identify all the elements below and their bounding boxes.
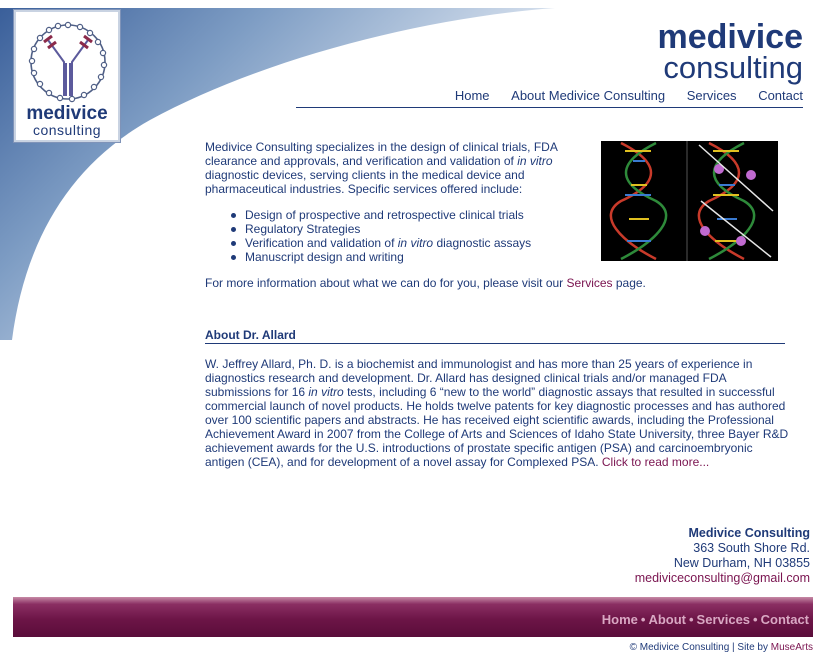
list-item: Design of prospective and retrospective clinical trials (229, 208, 795, 222)
brand-line-1: medivice (657, 18, 803, 56)
services-link[interactable]: Services (566, 276, 613, 290)
copyright: © Medivice Consulting | Site by MuseArts (629, 642, 813, 653)
email-link[interactable]: mediviceconsulting@gmail.com (634, 571, 810, 585)
more-info-paragraph: For more information about what we can do for you, please visit our Services page. (205, 276, 646, 290)
footer-nav-home[interactable]: Home (601, 612, 638, 627)
footer-bar (13, 597, 813, 637)
nav-about[interactable]: About Medivice Consulting (511, 88, 666, 103)
footer-separator: • (688, 612, 694, 627)
top-navigation (296, 88, 803, 108)
footer-nav-contact[interactable]: Contact (760, 612, 809, 627)
nav-home[interactable]: Home (454, 88, 490, 103)
street-address: 363 South Shore Rd. (693, 541, 810, 555)
read-more-link[interactable]: Click to read more... (601, 455, 710, 469)
intro-paragraph: Medivice Consulting specializes in the design of clinical trials, FDA clearance and approvals, and verification and validation of in vitro diagnostic devices, serving clients in the medical device and pharmaceutical industries. Specific services offered include: (205, 140, 558, 196)
logo-word-medivice: medivice (26, 103, 108, 124)
site-logo[interactable] (14, 10, 120, 142)
logo-word-consulting: consulting (32, 122, 102, 138)
nav-services[interactable]: Services (686, 88, 737, 103)
about-heading: About Dr. Allard (205, 328, 785, 344)
footer-separator: • (753, 612, 758, 627)
city-address: New Durham, NH 03855 (673, 556, 810, 570)
list-item: Verification and validation of in vitro diagnostic assays (229, 236, 795, 250)
nav-contact[interactable]: Contact (758, 88, 803, 103)
footer-nav-about[interactable]: About (648, 612, 686, 627)
antibody-logo-icon (22, 16, 114, 104)
footer-nav-services[interactable]: Services (696, 612, 751, 627)
footer-separator: • (640, 612, 646, 627)
dna-helix-image (601, 141, 778, 261)
footer-navigation (602, 612, 809, 627)
contact-address (635, 526, 810, 586)
brand-line-2: consulting (663, 50, 803, 85)
musearts-link[interactable]: MuseArts (770, 642, 813, 653)
brand-title (657, 20, 803, 83)
list-item: Manuscript design and writing (229, 250, 795, 264)
about-paragraph: W. Jeffrey Allard, Ph. D. is a biochemist and immunologist and has more than 25 years of experience in diagnostics research and development. Dr. Allard has designed clinical trials and/or managed FDA submissions for 16 in vitro tests, including 6 “new to the world” diagnostic assays that resulted in successful commercial launch of novel products. He holds twelve patents for key diagnostic processes and has authored over 100 scientific papers and abstracts. He has received eight scientific awards, including the Professional Achievement Award in 2007 from the College of Arts and Sciences of Idaho State University, three Bayer R&D achievement awards for the U.S. introductions of prostate specific antigen (PSA) and carcinoembryonic antigen (CEA), and for development of a novel assay for Complexed PSA. Click to read more... (205, 357, 789, 469)
list-item: Regulatory Strategies (229, 222, 795, 236)
company-name: Medivice Consulting (688, 526, 810, 540)
